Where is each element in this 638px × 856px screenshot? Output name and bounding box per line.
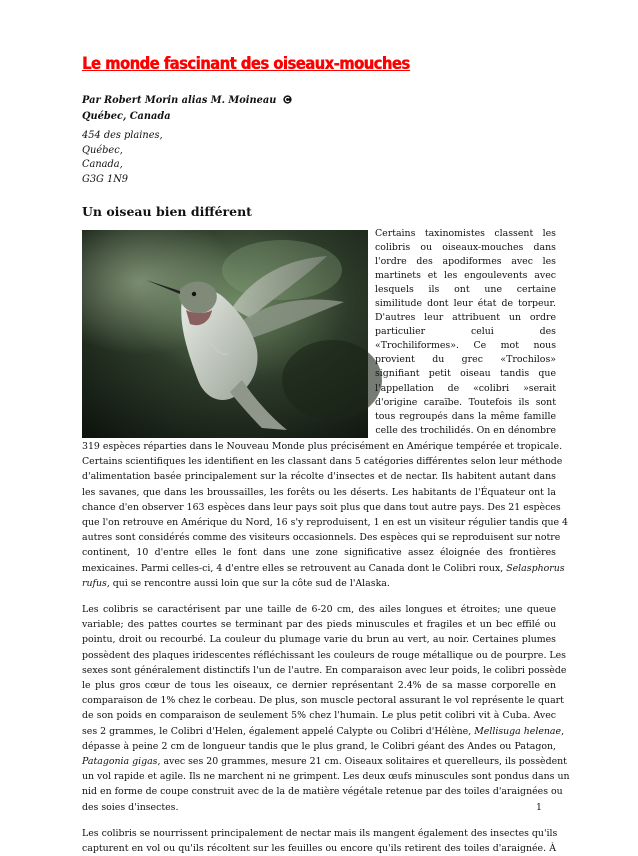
body-line (82, 724, 565, 739)
body-text: ses 2 grammes, le Colibri d'Helen, également appelé Calypte ou Colibri d'Hélène, (82, 725, 472, 737)
author-block (82, 93, 292, 125)
author-name: Par Robert Morin alias M. Moineau (82, 95, 277, 106)
document-title: Le monde fascinant des oiseaux-mouches (82, 54, 410, 74)
body-line: variable; des pattes courtes se terminant par des pieds minuscules et fragiles et un bec effilé ou (82, 619, 556, 631)
side-line: «Trochiliformes». Ce mot nous (375, 340, 556, 352)
address-line: Canada, (82, 159, 123, 170)
page-number: 1 (536, 802, 542, 813)
side-line: colibris ou oiseaux-mouches dans (375, 242, 556, 254)
side-line: particulier celui des (375, 326, 556, 338)
body-line: Les colibris se nourrissent principalement de nectar mais ils mangent également des insectes qu'ils (82, 827, 558, 839)
side-line: d'origine caraïbe. Toutefois ils sont (375, 396, 556, 408)
side-line: provient du grec «Trochilos» (375, 354, 556, 366)
hummingbird-illustration (82, 230, 368, 438)
body-text: , (561, 725, 565, 737)
body-line: que l'on retrouve en Amérique du Nord, 16 s'y reproduisent, 1 en est un visiteur régulier tandis que 4 (82, 517, 568, 529)
body-line: continent, 10 d'entre elles le font dans une zone significative assez éloignée des frontières (82, 547, 556, 559)
address-line: Québec, (82, 144, 123, 156)
body-line: possèdent des plaques iridescentes réfléchissant les couleurs de rouge métallique ou de pourpre. Les (82, 649, 566, 661)
paragraph-1 (82, 439, 568, 591)
body-line: autres sont considérés comme des visiteurs occasionnels. Des espèces qui se reproduisent sur notre (82, 532, 561, 544)
section-heading: Un oiseau bien différent (82, 204, 252, 219)
side-line: martinets et les engoulevents avec (375, 270, 556, 282)
body-line: comparaison de 1% chez le corbeau. De plus, son muscle pectoral assurant le vol représente le quart (82, 695, 564, 707)
intro-side-column (375, 227, 556, 438)
address-line: 454 des plaines, (82, 130, 163, 141)
author-location: Québec, Canada (82, 111, 171, 122)
copyright-icon (283, 95, 292, 104)
body-line: sexes sont généralement distinctifs l'un de l'autre. En comparaison avec leur poids, le colibri possède (82, 664, 567, 676)
species-name: Selasphorus (506, 562, 565, 574)
body-line: dépasse à peine 2 cm de longueur tandis que le plus grand, le Colibri géant des Andes ou Patagon, (82, 740, 556, 752)
paragraph-2 (82, 602, 570, 815)
body-line (82, 561, 565, 576)
body-line: Certains scientifiques les identifient en les classant dans 5 catégories différentes selon leur méthode (82, 456, 563, 468)
body-line: chance d'en observer 163 espèces dans leur pays soit plus que dans tout autre pays. Des 21 espèces (82, 501, 561, 513)
article-body (82, 439, 570, 856)
body-line: des soies d'insectes. (82, 801, 179, 813)
side-line: l'appellation de «colibri »serait (375, 382, 556, 394)
body-text: , qui se rencontre aussi loin que sur la côte sud de l'Alaska. (106, 577, 390, 589)
side-line: celle des trochilidés. On en dénombre (375, 424, 556, 436)
address-block (82, 129, 163, 187)
body-line (82, 576, 556, 591)
side-line: signifiant petit oiseau tandis que (375, 368, 556, 380)
side-line: tous regroupés dans la même famille (375, 410, 556, 422)
body-line: 319 espèces réparties dans le Nouveau Monde plus précisément en Amérique tempérée et tropicale. (82, 441, 563, 452)
body-line: Les colibris se caractérisent par une taille de 6-20 cm, des ailes longues et étroites; une queue (82, 604, 556, 616)
side-line: similitude dont leur état de torpeur. (375, 298, 556, 310)
species-name: Patagonia gigas (82, 756, 158, 768)
side-line: l'ordre des apodiformes avec les (375, 256, 556, 268)
side-line: lesquels ils ont une certaine (375, 284, 556, 296)
body-text: , avec ses 20 grammes, mesure 21 cm. Oiseaux solitaires et querelleurs, ils possèdent (157, 756, 567, 768)
body-line (82, 754, 567, 769)
body-line: capturent en vol ou qu'ils récoltent sur les feuilles ou encore qu'ils retirent des toiles d'araignée. À (82, 843, 556, 855)
body-text: mexicaines. Parmi celles-ci, 4 d'entre elles se retrouvent au Canada dont le Colibri roux, (82, 562, 504, 574)
side-line: D'autres leur attribuent un ordre (375, 312, 556, 324)
body-line: un vol rapide et agile. Ils ne marchent ni ne grimpent. Les deux œufs minuscules sont pondus dans un (82, 771, 570, 783)
species-name: rufus (82, 577, 107, 589)
side-line: Certains taxinomistes classent les (375, 228, 556, 239)
species-name: Mellisuga helenae (474, 725, 562, 737)
address-line: G3G 1N9 (82, 173, 129, 185)
hummingbird-photo (82, 230, 368, 438)
body-line: le plus gros cœur de tous les oiseaux, ce dernier représentant 2.4% de sa masse corporelle en (82, 680, 556, 692)
body-line: pointu, droit ou recourbé. La couleur du plumage varie du brun au vert, au noir. Certaines plumes (82, 634, 556, 646)
body-line: d'alimentation basée principalement sur la récolte d'insectes et de nectar. Ils habitent autant dans (82, 471, 556, 483)
body-line: nid en forme de coupe construit avec de la de matière végétale retenue par des toiles d'araignées ou (82, 786, 563, 798)
body-line: les savanes, que dans les broussailles, les forêts ou les déserts. Les habitants de l'Équateur ont la (82, 486, 556, 498)
body-line: de son poids en comparaison de seulement 5% chez l'humain. Le plus petit colibri vit à Cuba. Avec (82, 710, 556, 722)
paragraph-3 (82, 826, 556, 856)
